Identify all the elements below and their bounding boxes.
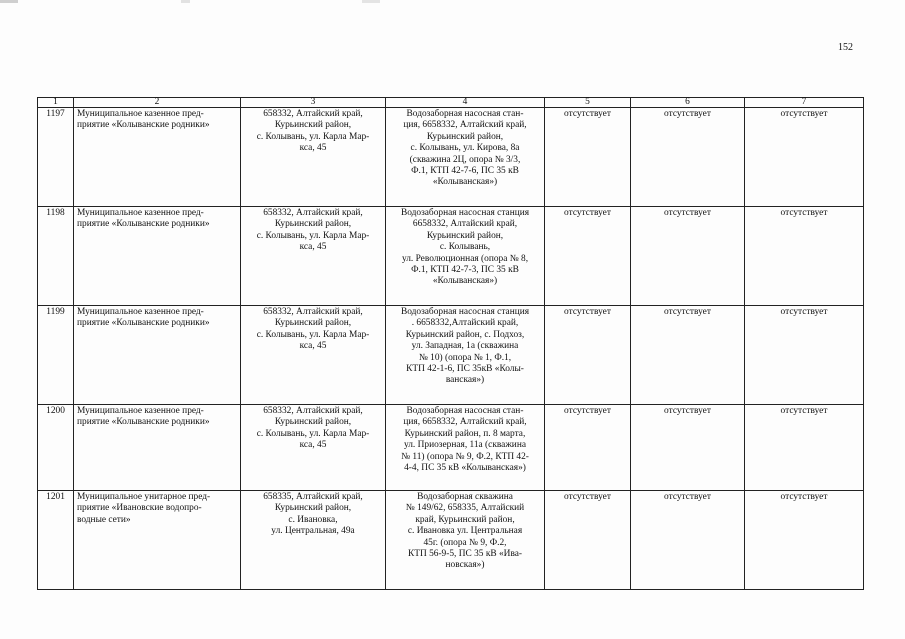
status-cell-6: отсутствует bbox=[631, 306, 745, 405]
row-number: 1197 bbox=[38, 108, 74, 207]
status-cell-5: отсутствует bbox=[545, 491, 631, 590]
column-header: 3 bbox=[241, 98, 386, 108]
object-line: Курьинский район, bbox=[426, 230, 504, 241]
object-line: Водозаборная насосная станция bbox=[400, 208, 530, 218]
status-cell-5: отсутствует bbox=[545, 108, 631, 207]
address-line: Курьинский район, bbox=[274, 120, 352, 131]
address-line: Курьинский район, bbox=[274, 503, 352, 514]
table-row bbox=[38, 491, 864, 590]
owner-line: Муниципальное казенное пред- bbox=[77, 109, 204, 119]
address-line: 658335, Алтайский край, bbox=[263, 492, 363, 502]
object-line: . 6658332,Алтайский край, bbox=[411, 318, 519, 329]
object-line: новская») bbox=[445, 560, 485, 571]
object-line: ция, 6658332, Алтайский край, bbox=[403, 417, 527, 428]
address-cell bbox=[241, 405, 386, 491]
table-row bbox=[38, 108, 864, 207]
status-cell-6: отсутствует bbox=[631, 491, 745, 590]
row-number: 1201 bbox=[38, 491, 74, 590]
row-number: 1199 bbox=[38, 306, 74, 405]
owner-cell bbox=[74, 108, 241, 207]
status-cell-5: отсутствует bbox=[545, 405, 631, 491]
object-line: № 11) (опора № 9, Ф.2, КТП 42- bbox=[401, 451, 529, 462]
status-cell-5: отсутствует bbox=[545, 207, 631, 306]
registry-table bbox=[37, 97, 864, 590]
page-number: 152 bbox=[838, 42, 853, 53]
address-line: Курьинский район, bbox=[274, 219, 352, 230]
object-line: 45г. (опора № 9, Ф.2, bbox=[423, 537, 507, 548]
address-cell bbox=[241, 306, 386, 405]
object-line: 4-4, ПС 35 кВ «Колыванская») bbox=[404, 463, 526, 474]
object-cell bbox=[386, 306, 545, 405]
object-line: с. Колывань, bbox=[439, 242, 491, 253]
object-line: Ф.1, КТП 42-7-3, ПС 35 кВ bbox=[411, 265, 519, 276]
object-line: край, Курьинский район, bbox=[415, 514, 515, 525]
address-line: 658332, Алтайский край, bbox=[263, 109, 363, 119]
object-cell bbox=[386, 108, 545, 207]
status-cell-6: отсутствует bbox=[631, 108, 745, 207]
address-line: Курьинский район, bbox=[274, 417, 352, 428]
address-line: Курьинский район, bbox=[274, 318, 352, 329]
address-cell bbox=[241, 207, 386, 306]
address-line: с. Колывань, ул. Карла Мар- bbox=[256, 428, 370, 439]
object-line: ванская») bbox=[445, 375, 485, 386]
column-header: 1 bbox=[38, 98, 74, 108]
owner-line: приятие «Колыванские родники» bbox=[77, 318, 210, 329]
owner-line: приятие «Колыванские родники» bbox=[77, 120, 210, 131]
owner-line: приятие «Колыванские родники» bbox=[77, 417, 210, 428]
address-line: кса, 45 bbox=[299, 341, 327, 352]
object-line: «Колыванская») bbox=[432, 177, 498, 188]
object-line: «Колыванская») bbox=[432, 276, 498, 287]
object-line: КТП 56-9-5, ПС 35 кВ «Ива- bbox=[407, 549, 523, 560]
status-cell-7: отсутствует bbox=[745, 207, 864, 306]
address-line: кса, 45 bbox=[299, 242, 327, 253]
object-line: Ф.1, КТП 42-7-6, ПС 35 кВ bbox=[411, 166, 519, 177]
table-row bbox=[38, 207, 864, 306]
status-cell-7: отсутствует bbox=[745, 108, 864, 207]
object-line: Курьинский район, п. 8 марта, bbox=[404, 428, 526, 439]
owner-cell bbox=[74, 306, 241, 405]
address-line: 658332, Алтайский край, bbox=[263, 406, 363, 416]
row-number: 1198 bbox=[38, 207, 74, 306]
object-line: № 149/62, 658335, Алтайский bbox=[405, 503, 525, 514]
object-line: № 10) (опора № 1, Ф.1, bbox=[418, 352, 512, 363]
address-line: с. Ивановка, bbox=[288, 514, 338, 525]
address-line: с. Колывань, ул. Карла Мар- bbox=[256, 131, 370, 142]
object-line: КТП 42-1-6, ПС 35кВ «Колы- bbox=[406, 364, 524, 375]
address-line: с. Колывань, ул. Карла Мар- bbox=[256, 329, 370, 340]
owner-line: приятие «Ивановские водопро- bbox=[77, 503, 202, 514]
address-line: 658332, Алтайский край, bbox=[263, 208, 363, 218]
column-header: 6 bbox=[631, 98, 745, 108]
status-cell-7: отсутствует bbox=[745, 405, 864, 491]
object-line: с. Колывань, ул. Кирова, 8а bbox=[410, 143, 520, 154]
address-line: 658332, Алтайский край, bbox=[263, 307, 363, 317]
status-cell-6: отсутствует bbox=[631, 405, 745, 491]
owner-cell bbox=[74, 405, 241, 491]
address-line: кса, 45 bbox=[299, 143, 327, 154]
table-row bbox=[38, 405, 864, 491]
table-row bbox=[38, 306, 864, 405]
object-cell bbox=[386, 405, 545, 491]
status-cell-5: отсутствует bbox=[545, 306, 631, 405]
address-line: кса, 45 bbox=[299, 440, 327, 451]
object-cell bbox=[386, 491, 545, 590]
object-line: 6658332, Алтайский край, bbox=[412, 219, 518, 230]
status-cell-7: отсутствует bbox=[745, 306, 864, 405]
object-line: Водозаборная насосная стан- bbox=[406, 406, 524, 416]
owner-line: приятие «Колыванские родники» bbox=[77, 219, 210, 230]
object-line: ул. Революционная (опора № 8, bbox=[401, 253, 529, 264]
column-header: 7 bbox=[745, 98, 864, 108]
object-line: ул. Приозерная, 11а (скважина bbox=[403, 440, 527, 451]
owner-line: Муниципальное казенное пред- bbox=[77, 406, 204, 416]
owner-cell bbox=[74, 207, 241, 306]
address-line: с. Колывань, ул. Карла Мар- bbox=[256, 230, 370, 241]
object-line: Курьинский район, bbox=[426, 131, 504, 142]
object-cell bbox=[386, 207, 545, 306]
object-line: Водозаборная насосная станция bbox=[400, 307, 530, 317]
header-row bbox=[38, 98, 864, 108]
object-line: ция, 6658332, Алтайский край, bbox=[403, 120, 527, 131]
column-header: 5 bbox=[545, 98, 631, 108]
object-line: Водозаборная скважина bbox=[417, 492, 513, 502]
owner-line: Муниципальное казенное пред- bbox=[77, 208, 204, 218]
address-line: ул. Центральная, 49а bbox=[271, 526, 355, 537]
status-cell-6: отсутствует bbox=[631, 207, 745, 306]
object-line: Водозаборная насосная стан- bbox=[406, 109, 524, 119]
status-cell-7: отсутствует bbox=[745, 491, 864, 590]
owner-cell bbox=[74, 491, 241, 590]
object-line: ул. Западная, 1а (скважина bbox=[411, 341, 519, 352]
column-header: 2 bbox=[74, 98, 241, 108]
owner-line: Муниципальное казенное пред- bbox=[77, 307, 204, 317]
owner-line: Муниципальное унитарное пред- bbox=[77, 492, 211, 502]
address-cell bbox=[241, 108, 386, 207]
object-line: с. Ивановка ул. Центральная bbox=[407, 526, 523, 537]
address-cell bbox=[241, 491, 386, 590]
object-line: Курьинский район, с. Подхоз, bbox=[405, 329, 525, 340]
owner-line: водные сети» bbox=[77, 514, 131, 525]
row-number: 1200 bbox=[38, 405, 74, 491]
object-line: (скважина 2Ц, опора № 3/3, bbox=[409, 154, 521, 165]
column-header: 4 bbox=[386, 98, 545, 108]
scan-edge-artifact bbox=[0, 0, 905, 3]
